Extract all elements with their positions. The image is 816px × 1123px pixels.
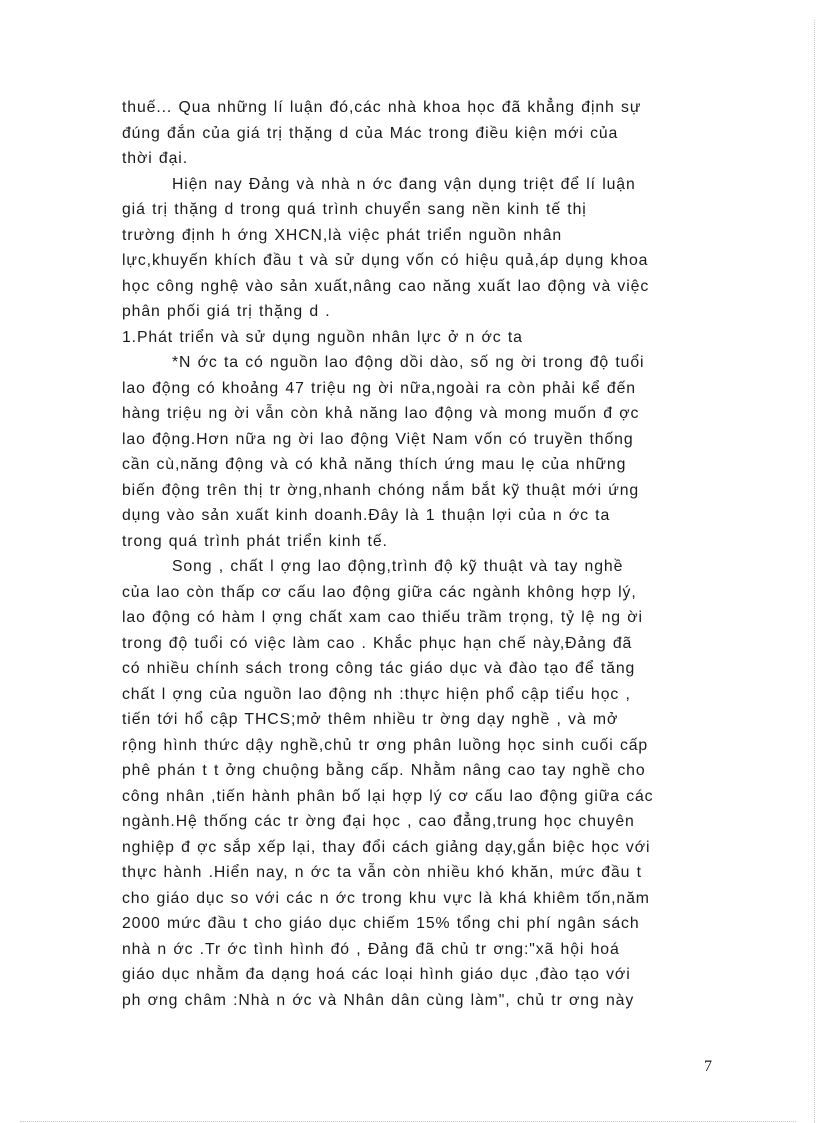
text-line: 2000 mức đầu t cho giáo dục chiếm 15% tổng chi phí ngân sách <box>122 915 640 932</box>
text-line: cho giáo dục so với các n ớc trong khu vực là khá khiêm tốn,năm <box>122 889 650 907</box>
text-line: phân phối giá trị thặng d . <box>122 303 331 320</box>
text-line: ngành.Hệ thống các tr ờng đại học , cao đẳng,trung học chuyên <box>122 813 635 830</box>
text-line: phê phán t t ởng chuộng bằng cấp. Nhằm nâng cao tay nghề cho <box>122 762 646 779</box>
text-line: ph ơng châm :Nhà n ớc và Nhân dân cùng làm", chủ tr ơng này <box>122 991 635 1009</box>
text-line: thuế... Qua những lí luận đó,các nhà khoa học đã khẳng định sự <box>122 99 642 116</box>
text-line: lao động có khoảng 47 triệu ng ời nữa,ngoài ra còn phải kể đến <box>122 379 636 397</box>
text-line: lao động có hàm l ợng chất xam cao thiếu trầm trọng, tỷ lệ ng ời <box>122 609 643 626</box>
text-line: giáo dục nhằm đa dạng hoá các loại hình giáo dục ,đào tạo với <box>122 966 631 983</box>
text-line: *N ớc ta có nguồn lao động dồi dào, số ng ời trong độ tuổi <box>172 354 645 371</box>
text-line: Hiện nay Đảng và nhà n ớc đang vận dụng triệt để lí luận <box>172 175 636 193</box>
text-line: có nhiều chính sách trong công tác giáo dục và đào tạo để tăng <box>122 660 636 677</box>
text-line: tiến tới hổ cập THCS;mở thêm nhiều tr ờng dạy nghề , và mở <box>122 711 619 728</box>
text-line: lực,khuyến khích đầu t và sử dụng vốn có hiệu quả,áp dụng khoa <box>122 252 649 269</box>
page-border-right <box>814 20 815 1123</box>
text-line: nhà n ớc .Tr ớc tình hình đó , Đảng đã chủ tr ơng:"xã hội hoá <box>122 940 620 958</box>
text-line: giá trị thặng d trong quá trình chuyển sang nền kinh tế thị <box>122 201 587 218</box>
text-line: dụng vào sản xuất kinh doanh.Đây là 1 thuận lợi của n ớc ta <box>122 507 611 524</box>
text-line: học công nghệ vào sản xuất,nâng cao năng xuất lao động và việc <box>122 277 650 295</box>
text-line: cần cù,năng động và có khả năng thích ứng mau lẹ của những <box>122 456 627 473</box>
text-line: đúng đắn của giá trị thặng d của Mác trong điều kiện mới của <box>122 124 619 142</box>
text-line: rộng hình thức dậy nghề,chủ tr ơng phân luồng học sinh cuối cấp <box>122 736 649 754</box>
text-line: chất l ợng của nguồn lao động nh :thực hiện phổ cập tiểu học , <box>122 685 631 703</box>
text-line: thời đại. <box>122 150 189 167</box>
page-border-bottom <box>20 1121 796 1122</box>
text-line: biến động trên thị tr ờng,nhanh chóng nắm bắt kỹ thuật mới ứng <box>122 481 640 499</box>
text-line: trong độ tuổi có việc làm cao . Khắc phục hạn chế này,Đảng đã <box>122 634 633 652</box>
text-line: hàng triệu ng ời vẫn còn khả năng lao động và mong muốn đ ợc <box>122 405 640 422</box>
text-line: thực hành .Hiển nay, n ớc ta vẫn còn nhiều khó khăn, mức đầu t <box>122 864 642 881</box>
text-line: công nhân ,tiến hành phân bố lại hợp lý cơ cấu lao động giữa các <box>122 787 654 805</box>
page-number: 7 <box>704 1058 712 1075</box>
text-line: trường định h ớng XHCN,là việc phát triển nguồn nhân <box>122 226 563 244</box>
text-line: lao động.Hơn nữa ng ời lao động Việt Nam vốn có truyền thống <box>122 430 634 448</box>
text-line: của lao còn thấp cơ cấu lao động giữa các ngành không hợp lý, <box>122 583 637 601</box>
text-line: trong quá trình phát triển kinh tế. <box>122 532 388 550</box>
body-text <box>122 95 726 1013</box>
section-heading: 1.Phát triển và sử dụng nguồn nhân lực ở n ớc ta <box>122 328 523 346</box>
text-line: Song , chất l ợng lao động,trình độ kỹ thuật và tay nghề <box>172 558 624 575</box>
text-line: nghiệp đ ợc sắp xếp lại, thay đổi cách giảng dạy,gắn biệc học với <box>122 838 651 856</box>
